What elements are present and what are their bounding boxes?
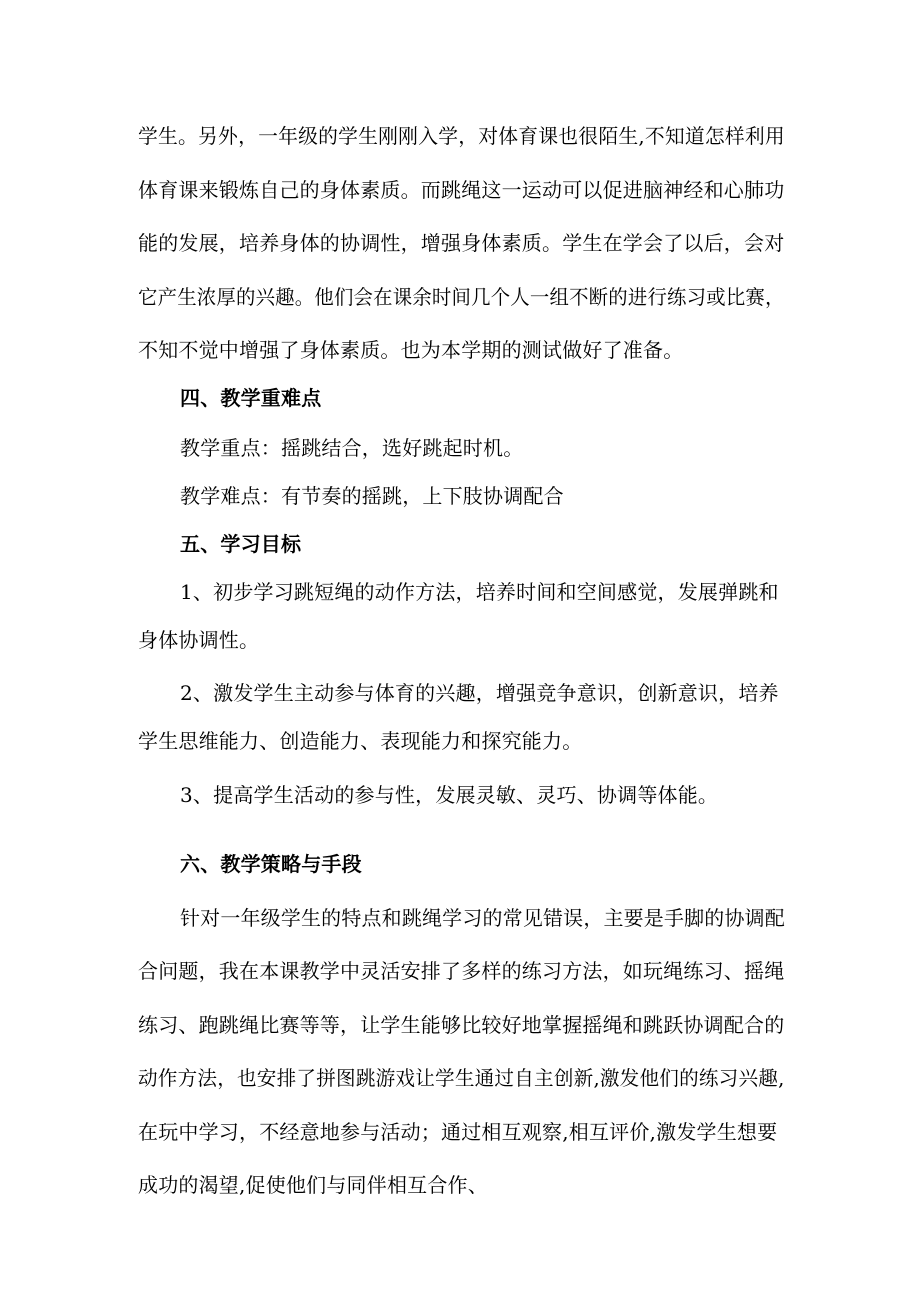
paragraph-line: 不知不觉中增强了身体素质。也为本学期的测试做好了准备。 bbox=[138, 338, 684, 362]
goal-1-line: 1、初步学习跳短绳的动作方法，培养时间和空间感觉，发展弹跳和 bbox=[180, 580, 779, 604]
paragraph-line: 合问题，我在本课教学中灵活安排了多样的练习方法，如玩绳练习、摇绳 bbox=[138, 959, 785, 983]
paragraph-line: 动作方法，也安排了拼图跳游戏让学生通过自主创新,激发他们的练习兴趣, bbox=[138, 1066, 785, 1090]
paragraph-line: 体育课来锻炼自己的身体素质。而跳绳这一运动可以促进脑神经和心肺功 bbox=[138, 178, 785, 202]
goal-2-line: 学生思维能力、创造能力、表现能力和探究能力。 bbox=[138, 729, 583, 753]
section-heading: 四、教学重难点 bbox=[180, 386, 322, 410]
paragraph-line: 它产生浓厚的兴趣。他们会在课余时间几个人一组不断的进行练习或比赛， bbox=[138, 285, 785, 309]
goal-2-line: 2、激发学生主动参与体育的兴趣，增强竞争意识，创新意识，培养 bbox=[180, 681, 779, 705]
section-heading: 五、学习目标 bbox=[180, 532, 302, 556]
difficulty-text: 教学难点：有节奏的摇跳，上下肢协调配合 bbox=[180, 484, 564, 508]
paragraph-line: 学生。另外，一年级的学生刚刚入学，对体育课也很陌生,不知道怎样利用 bbox=[138, 124, 785, 148]
goal-3-line: 3、提高学生活动的参与性，发展灵敏、灵巧、协调等体能。 bbox=[180, 783, 719, 807]
paragraph-line: 能的发展，培养身体的协调性，增强身体素质。学生在学会了以后，会对 bbox=[138, 231, 785, 255]
goal-1-line: 身体协调性。 bbox=[138, 628, 260, 652]
paragraph-line: 在玩中学习，不经意地参与活动；通过相互观察,相互评价,激发学生想要 bbox=[138, 1120, 778, 1144]
key-point-text: 教学重点：摇跳结合，选好跳起时机。 bbox=[180, 436, 524, 460]
paragraph-line: 针对一年级学生的特点和跳绳学习的常见错误，主要是手脚的协调配 bbox=[180, 906, 785, 930]
section-heading: 六、教学策略与手段 bbox=[180, 852, 362, 876]
paragraph-line: 练习、跑跳绳比赛等等，让学生能够比较好地掌握摇绳和跳跃协调配合的 bbox=[138, 1013, 785, 1037]
paragraph-line: 成功的渴望,促使他们与同伴相互合作、 bbox=[138, 1173, 488, 1197]
